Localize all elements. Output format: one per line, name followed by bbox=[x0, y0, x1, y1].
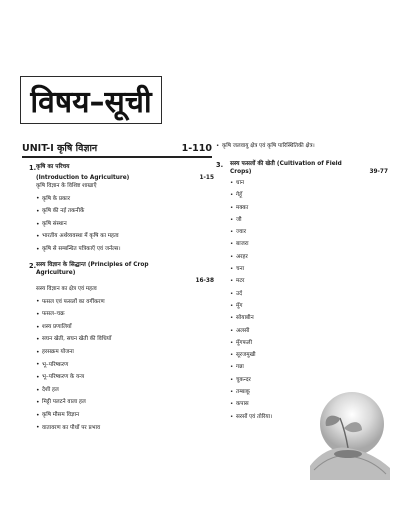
bullet-icon: • bbox=[230, 266, 234, 273]
section-number: 3. bbox=[216, 161, 224, 169]
list-item[interactable]: • जौ bbox=[230, 216, 242, 223]
bullet-icon: • bbox=[230, 229, 234, 236]
list-item[interactable]: • भू–परिष्करण bbox=[36, 361, 69, 369]
list-item[interactable]: • बाजरा bbox=[230, 241, 249, 248]
section-title-english[interactable]: (Introduction to Agriculture) bbox=[36, 174, 130, 181]
list-item[interactable]: • चुकन्दर bbox=[230, 376, 251, 383]
bullet-icon: • bbox=[230, 315, 234, 322]
bullet-icon: • bbox=[36, 361, 40, 369]
section-page-range: 39-77 bbox=[369, 168, 388, 175]
list-item[interactable]: • हरसक्रम योजना bbox=[36, 348, 74, 356]
list-item[interactable]: • कृषि जलवायु क्षेत्र एवं कृषि पारिस्थितिकी क्षेत्र। bbox=[216, 143, 315, 150]
section-page-range: 16-38 bbox=[195, 277, 214, 284]
bullet-icon: • bbox=[230, 253, 234, 260]
list-item[interactable]: • ज्वार bbox=[230, 229, 247, 236]
bullet-icon: • bbox=[230, 327, 234, 334]
bullet-icon: • bbox=[230, 376, 234, 383]
bullet-icon: • bbox=[36, 298, 40, 306]
list-item[interactable]: • मक्का bbox=[230, 204, 249, 211]
bullet-icon: • bbox=[36, 336, 40, 344]
list-item[interactable]: • मिट्टी पलटने वाला हल bbox=[36, 399, 86, 407]
section-title[interactable]: सस्य फसलों की खेती (Cultivation of Field Crops) bbox=[230, 161, 342, 175]
section-page-range: 1-15 bbox=[199, 174, 214, 181]
soil-mound bbox=[334, 450, 362, 458]
bullet-icon: • bbox=[36, 411, 40, 419]
seedling-hands-illustration bbox=[300, 388, 396, 484]
toc-section-3 bbox=[216, 161, 388, 424]
list-item[interactable]: • मटर bbox=[230, 278, 245, 285]
list-item[interactable]: • भू–परिष्करण के यन्त्र bbox=[36, 373, 85, 381]
section-items bbox=[230, 178, 388, 424]
list-item[interactable]: • मूँगफली bbox=[230, 339, 253, 346]
list-item[interactable]: • मूँग bbox=[230, 302, 243, 309]
bullet-icon: • bbox=[230, 364, 234, 371]
list-item[interactable]: • भारतीय अर्थव्यवस्था में कृषि का महत्व bbox=[36, 233, 119, 241]
right-column bbox=[216, 142, 388, 424]
list-item[interactable]: • अलसी bbox=[230, 327, 250, 334]
unit-header bbox=[22, 140, 212, 158]
bullet-icon: • bbox=[36, 220, 40, 228]
list-item[interactable]: • सूरजमुखी bbox=[230, 352, 256, 359]
list-item[interactable]: • सरसों एवं तोरिया। bbox=[230, 413, 273, 420]
list-item[interactable]: • चना bbox=[230, 266, 245, 273]
section-title[interactable]: सस्य विज्ञान के सिद्धान्त (Principles of Crop Agriculture) bbox=[36, 262, 149, 276]
section-subtitle: सस्य विज्ञान का क्षेत्र एवं महत्व bbox=[36, 285, 97, 292]
bullet-icon: • bbox=[230, 302, 234, 309]
bullet-icon: • bbox=[230, 352, 234, 359]
bullet-icon: • bbox=[36, 348, 40, 356]
bullet-icon: • bbox=[36, 310, 40, 318]
bullet-icon: • bbox=[230, 339, 234, 346]
bullet-icon: • bbox=[230, 389, 234, 396]
list-item[interactable]: • कृषि मौसम विज्ञान bbox=[36, 411, 80, 419]
bullet-icon: • bbox=[36, 386, 40, 394]
bullet-icon: • bbox=[36, 373, 40, 381]
section-number: 1. bbox=[29, 164, 37, 172]
list-item[interactable]: • सघन खेती, सघन खेती की विधियाँ bbox=[36, 336, 112, 344]
bullet-icon: • bbox=[230, 278, 234, 285]
section-subtitle: कृषि विज्ञान के विशिष्ट शाखाएँ bbox=[36, 182, 97, 189]
bullet-icon: • bbox=[216, 143, 220, 150]
toc-section-2 bbox=[22, 262, 214, 435]
left-column bbox=[22, 160, 214, 435]
bullet-icon: • bbox=[36, 208, 40, 216]
list-item[interactable]: • तम्बाकू bbox=[230, 389, 250, 396]
list-item[interactable]: • कृषि के प्रकार bbox=[36, 195, 71, 203]
list-item[interactable]: • फसल–चक्र bbox=[36, 310, 65, 318]
section-title-hindi[interactable]: कृषि का परिचय bbox=[36, 164, 70, 170]
section-number: 2. bbox=[29, 262, 37, 271]
list-item[interactable]: • कृषि संस्थान bbox=[36, 220, 67, 228]
list-item[interactable]: • कृषि की नई तकनीकें bbox=[36, 208, 85, 216]
bullet-icon: • bbox=[230, 216, 234, 223]
list-item[interactable]: • शस्य प्रणालियाँ bbox=[36, 323, 72, 331]
bullet-icon: • bbox=[230, 180, 234, 186]
bullet-icon: • bbox=[36, 245, 40, 253]
bullet-icon: • bbox=[36, 323, 40, 331]
section-items bbox=[36, 193, 214, 256]
bullet-icon: • bbox=[36, 424, 40, 432]
list-item[interactable]: • गेहूँ bbox=[230, 192, 243, 199]
list-item[interactable]: • कृषि से सम्बन्धित पत्रिकाएँ एवं जर्नल्स। bbox=[36, 245, 121, 253]
list-item[interactable]: • अरहर bbox=[230, 253, 248, 260]
list-item[interactable]: • उर्द bbox=[230, 290, 243, 297]
list-item[interactable]: • धान bbox=[230, 180, 244, 186]
unit-label: UNIT-I कृषि विज्ञान bbox=[22, 143, 98, 154]
unit-range: 1-110 bbox=[181, 143, 212, 154]
bullet-icon: • bbox=[36, 399, 40, 407]
bullet-icon: • bbox=[36, 233, 40, 241]
bullet-icon: • bbox=[230, 204, 234, 211]
bullet-icon: • bbox=[230, 192, 234, 199]
toc-section-1 bbox=[22, 164, 214, 256]
list-item[interactable]: • देशी हल bbox=[36, 386, 59, 394]
section-items bbox=[36, 296, 214, 435]
list-item[interactable]: • कपास bbox=[230, 401, 249, 408]
list-item[interactable]: • वातावरण का पौधों पर प्रभाव bbox=[36, 424, 101, 432]
list-item[interactable]: • गन्ना bbox=[230, 364, 244, 371]
list-item[interactable]: • सोयाबीन bbox=[230, 315, 254, 322]
bullet-icon: • bbox=[230, 290, 234, 297]
bullet-icon: • bbox=[230, 401, 234, 408]
list-item[interactable]: • फसल एवं फसलों का वर्गीकरण bbox=[36, 298, 105, 306]
bullet-icon: • bbox=[230, 413, 234, 420]
bullet-icon: • bbox=[230, 241, 234, 248]
page-title: विषय–सूची bbox=[20, 76, 162, 124]
bullet-icon: • bbox=[36, 195, 40, 203]
